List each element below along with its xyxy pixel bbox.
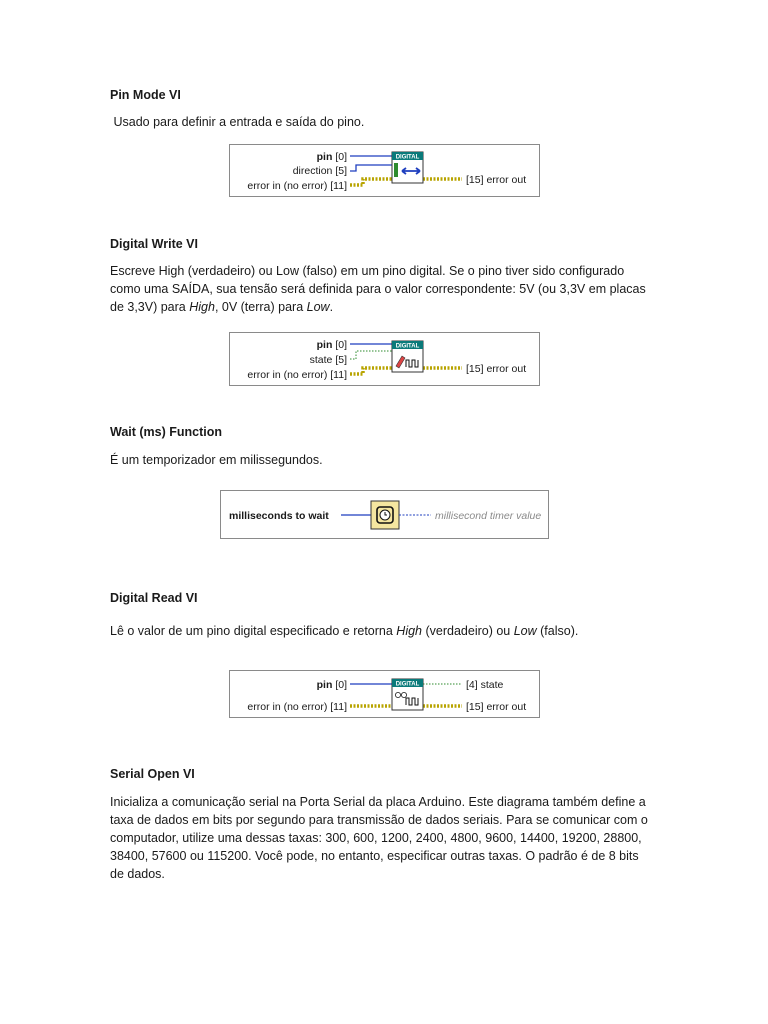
section-text-wait: É um temporizador em milissegundos. bbox=[110, 453, 323, 467]
digital-write-output-error-label: [15] error out bbox=[466, 363, 527, 375]
section-text-serial-open: Inicializa a comunicação serial na Porta Serial da placa Arduino. Este diagrama também define a taxa de dados em bits por segundo para transmissão de dados seriais. Para se comunicar com o computador, utilize uma dessas taxas: 300, 600, 1200, 2400, 4800, 9600, 14400, 19200, 28800, 38400, 57600 ou 115200. Você pode, no entanto, especificar outras taxas. O padrão é de 8 bits de dados. bbox=[110, 795, 648, 881]
digital-write-input-pin-label: pin [0] bbox=[316, 339, 347, 351]
wait-function-icon bbox=[371, 501, 399, 529]
section-title-pin-mode: Pin Mode VI bbox=[110, 88, 181, 102]
pin-mode-wire-direction bbox=[350, 165, 392, 171]
pin-mode-wire-error-in bbox=[350, 179, 392, 185]
digital-read-input-error-label: error in (no error) [11] bbox=[247, 701, 347, 713]
digital-read-output-error-label: [15] error out bbox=[466, 701, 527, 713]
section-title-serial-open: Serial Open VI bbox=[110, 767, 195, 781]
svg-text:DIGITAL: DIGITAL bbox=[395, 681, 420, 688]
section-text-pin-mode: Usado para definir a entrada e saída do pino. bbox=[110, 115, 365, 129]
section-title-wait: Wait (ms) Function bbox=[110, 425, 223, 439]
pin-mode-input-direction-label: direction [5] bbox=[292, 165, 347, 177]
svg-text:DIGITAL: DIGITAL bbox=[395, 343, 420, 350]
section-text-digital-write: Escreve High (verdadeiro) ou Low (falso) em um pino digital. Se o pino tiver sido configurado como uma SAÍDA, sua tensão será definida para o valor correspondente: 5V (ou 3,3V em placas de 3,3V) para High, 0V (terra) para Low. bbox=[110, 264, 646, 314]
digital-read-diagram bbox=[229, 670, 540, 718]
pin-mode-input-pin-label: pin [0] bbox=[316, 151, 347, 163]
pin-mode-input-error-label: error in (no error) [11] bbox=[247, 180, 347, 192]
digital-read-input-pin-label: pin [0] bbox=[316, 679, 347, 691]
pin-mode-vi-icon bbox=[392, 152, 423, 183]
digital-write-input-state-label: state [5] bbox=[309, 354, 347, 366]
digital-read-output-state-label: [4] state bbox=[466, 679, 504, 691]
svg-text:DIGITAL: DIGITAL bbox=[395, 154, 420, 161]
section-title-digital-read: Digital Read VI bbox=[110, 591, 198, 605]
digital-write-input-error-label: error in (no error) [11] bbox=[247, 369, 347, 381]
digital-write-vi-icon bbox=[392, 341, 423, 372]
digital-write-wire-state bbox=[350, 351, 392, 359]
digital-read-vi-icon bbox=[392, 679, 423, 710]
section-title-digital-write: Digital Write VI bbox=[110, 237, 198, 251]
wait-output-label: millisecond timer value bbox=[435, 510, 542, 522]
pin-mode-output-error-label: [15] error out bbox=[466, 174, 527, 186]
wait-input-label: milliseconds to wait bbox=[229, 510, 329, 522]
section-text-digital-read: Lê o valor de um pino digital especificado e retorna High (verdadeiro) ou Low (falso). bbox=[110, 624, 579, 638]
digital-write-diagram bbox=[229, 332, 540, 386]
digital-write-wire-error-in bbox=[350, 368, 392, 374]
wait-diagram bbox=[220, 490, 549, 539]
pin-mode-diagram bbox=[229, 144, 540, 197]
